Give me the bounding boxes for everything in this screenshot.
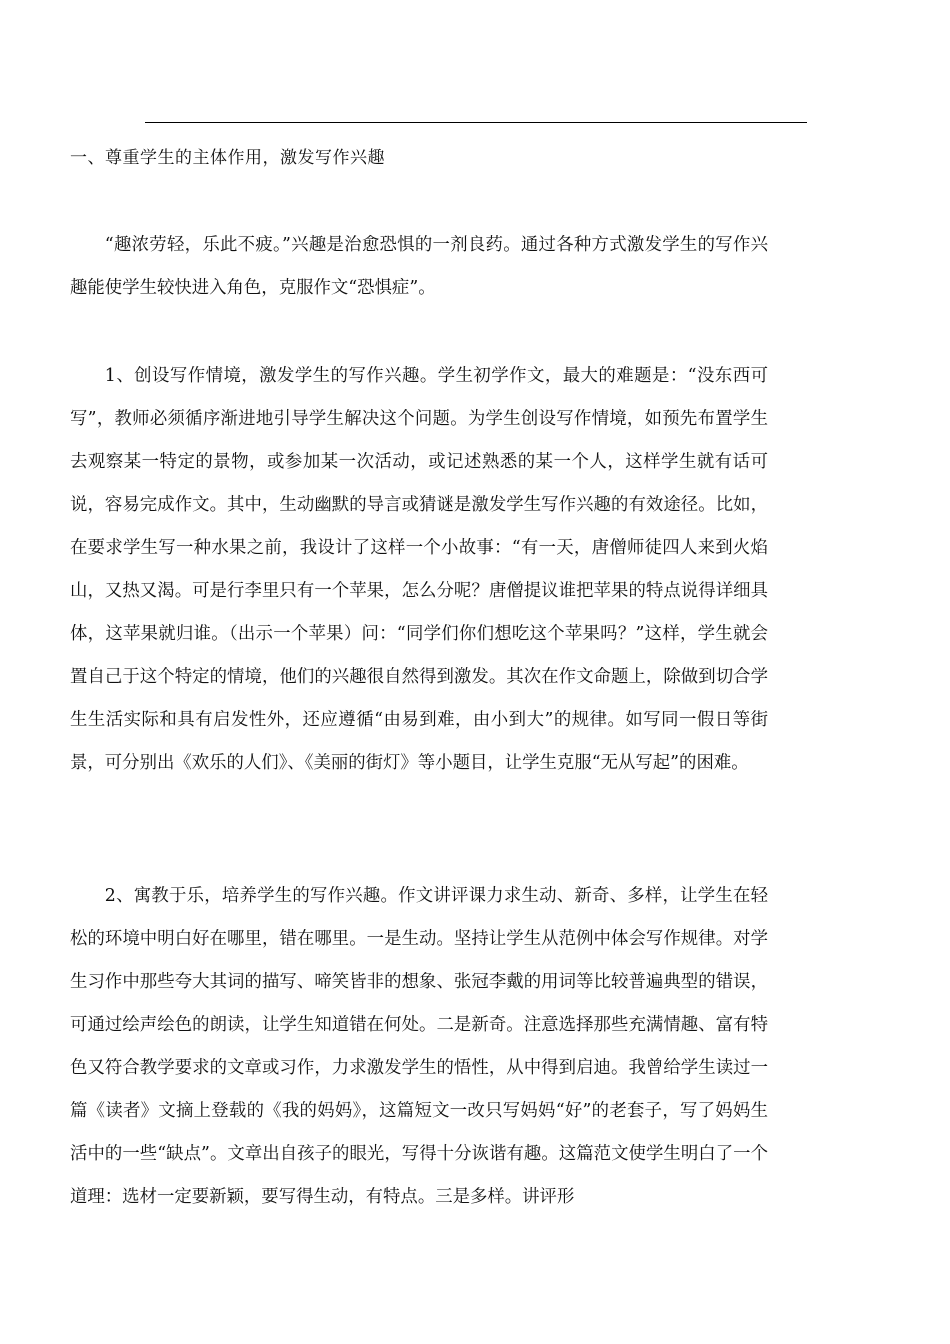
header-rule	[145, 122, 807, 123]
section-heading: 一、尊重学生的主体作用，激发写作兴趣	[70, 148, 385, 168]
paragraph-point-2: 2、寓教于乐，培养学生的写作兴趣。作文讲评课力求生动、新奇、多样，让学生在轻松的环境中明白好在哪里，错在哪里。一是生动。坚持让学生从范例中体会写作规律。对学生习作中那些夸大其词的描写、啼笑皆非的想象、张冠李戴的用词等比较普遍典型的错误，可通过绘声绘色的朗读，让学生知道错在何处。二是新奇。注意选择那些充满情趣、富有特色又符合教学要求的文章或习作，力求激发学生的悟性，从中得到启迪。我曾给学生读过一篇《读者》文摘上登载的《我的妈妈》，这篇短文一改只写妈妈“好”的老套子，写了妈妈生活中的一些“缺点”。文章出自孩子的眼光，写得十分诙谐有趣。这篇范文使学生明白了一个道理：选材一定要新颖，要写得生动，有特点。三是多样。讲评形	[70, 886, 768, 1207]
paragraph-point-1: 1、创设写作情境，激发学生的写作兴趣。学生初学作文，最大的难题是：“没东西可写”，教师必须循序渐进地引导学生解决这个问题。为学生创设写作情境，如预先布置学生去观察某一特定的景物，或参加某一次活动，或记述熟悉的某一个人，这样学生就有话可说，容易完成作文。其中，生动幽默的导言或猜谜是激发学生写作兴趣的有效途径。比如，在要求学生写一种水果之前，我设计了这样一个小故事：“有一天，唐僧师徒四人来到火焰山，又热又渴。可是行李里只有一个苹果，怎么分呢？唐僧提议谁把苹果的特点说得详细具体，这苹果就归谁。（出示一个苹果）问：“同学们你们想吃这个苹果吗？”这样，学生就会置自己于这个特定的情境，他们的兴趣很自然得到激发。其次在作文命题上，除做到切合学生生活实际和具有启发性外，还应遵循“由易到难，由小到大”的规律。如写同一假日等街景，可分别出《欢乐的人们》、《美丽的街灯》等小题目，让学生克服“无从写起”的困难。	[70, 366, 768, 773]
paragraph-intro: “趣浓劳轻，乐此不疲。”兴趣是治愈恐惧的一剂良药。通过各种方式激发学生的写作兴趣能使学生较快进入角色，克服作文“恐惧症”。	[70, 235, 768, 298]
